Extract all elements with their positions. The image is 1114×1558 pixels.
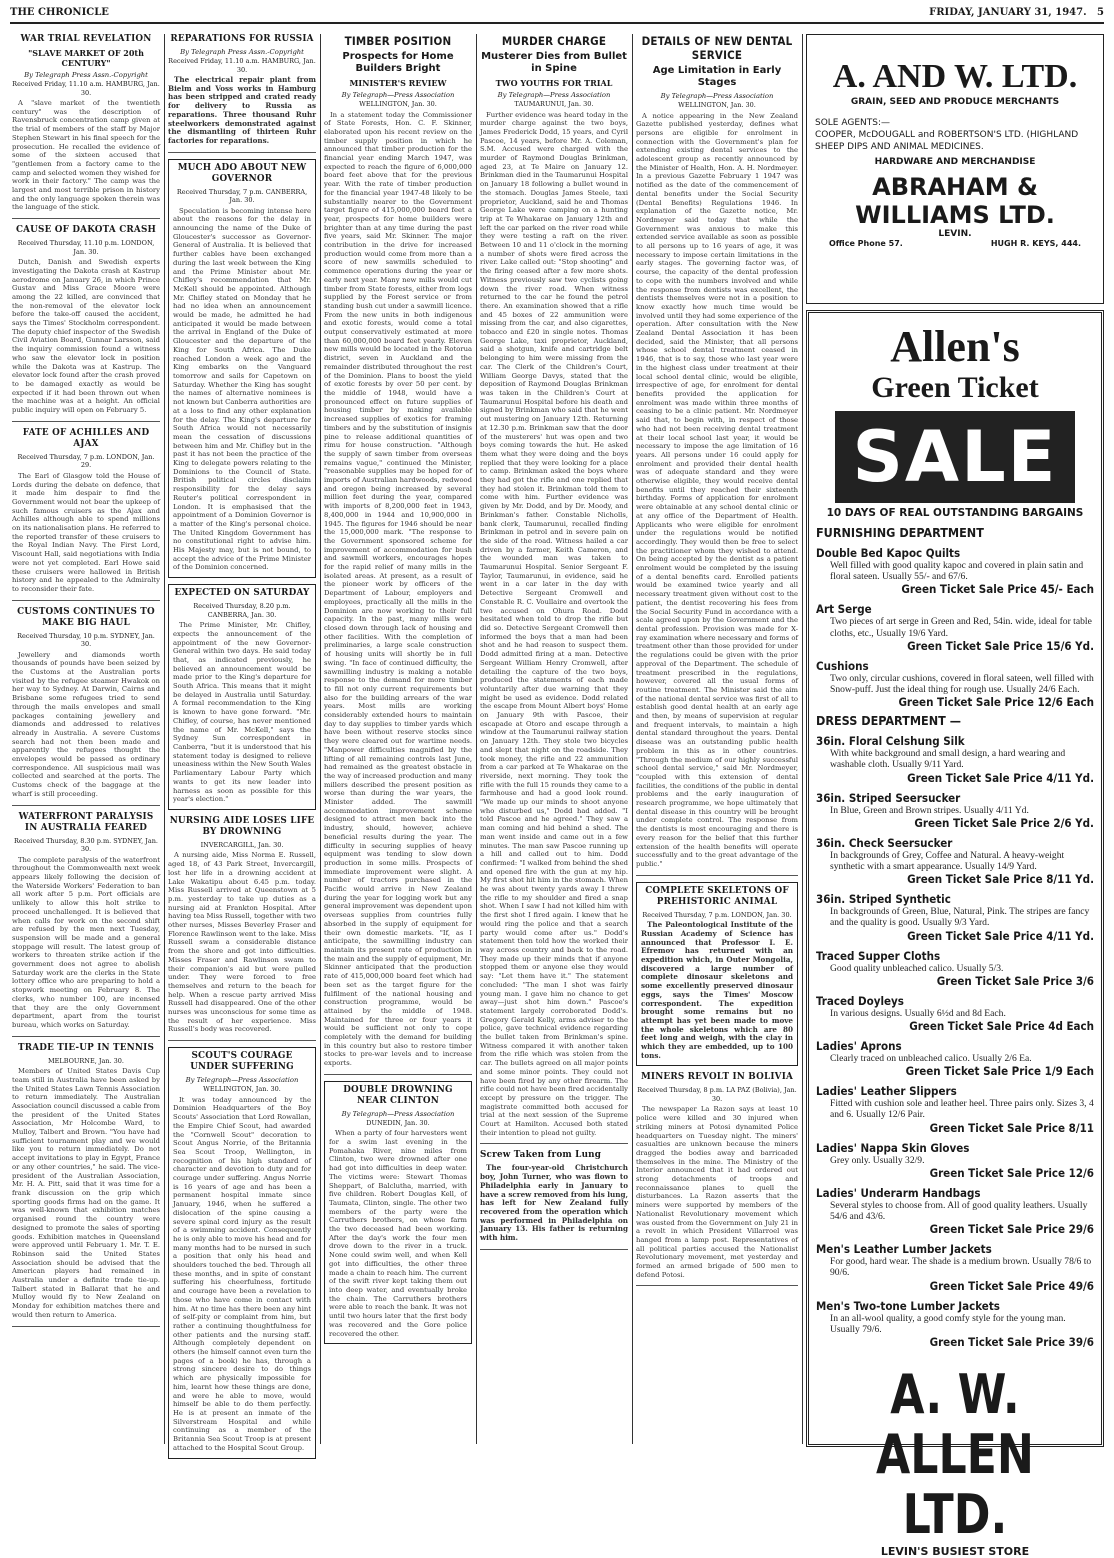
- article-dateline: Received Thursday, 7 p.m. LONDON, Jan. 30.: [642, 910, 792, 919]
- sale-item-name: Ladies' Nappa Skin Gloves: [816, 1140, 970, 1155]
- article: [12, 1043, 160, 1327]
- article-body: A nursing aide, Miss Norma E. Russell, aged 18, of 43 Park Street, Invercargill, lost her life in a drowning accident at Lake Wakatipu about 6.45 p.m. today. Miss Russell arrived at Queenstown at 5 p.m. yesterday to take up duties as a nursing aid at Frankton Hospital. After having tea Miss Russell, together with two other nurses, Misses Beverley Fraser and Florence Rawlinson went to the lake. Miss Russell swam a considerable distance from the shore and got into difficulties. Misses Fraser and Rawlinson swam to their companion's aid but were pulled under. They were forced to free themselves and return to the beach for help. When a rescue party arrived Miss Russell had disappeared. One of the other nurses was unconscious for some time as the result of her experience. Miss Russell's body was recovered.: [168, 851, 316, 1034]
- sale-item-price: Green Ticket Sale Price 4/11 Yd.: [907, 770, 1094, 785]
- article-headline: FATE OF ACHILLES AND AJAX: [22, 427, 150, 449]
- article-byline: By Telegraph—Press Association: [341, 1109, 455, 1118]
- sale-item-description: Fitted with cushion sole and leather heel. Three pairs only. Sizes 3, 4 and 6. Usually 12/6 Pair.: [830, 1098, 1094, 1121]
- sale-item-description: In an all-wool quality, a good comfy style for the young man. Usually 79/6.: [830, 1312, 1066, 1335]
- article-dateline: MELBOURNE, Jan. 30.: [47, 1056, 125, 1065]
- article: [12, 34, 160, 219]
- article-dateline: WELLINGTON, Jan. 30.: [359, 100, 437, 108]
- article-headline: TIMBER POSITION: [344, 34, 452, 48]
- sale-item-description: Two only, circular cushions, covered in floral sateen, well filled with Snow-puff. Just the ideal thing for rough use. Usually 24/6 Each.: [830, 672, 1094, 696]
- sale-item-name: 36in. Check Seersucker: [816, 835, 953, 850]
- article-dateline: WELLINGTON, Jan. 30.: [678, 101, 756, 109]
- article-body: The complete paralysis of the waterfront throughout the Commonwealth next week appears likely following the decision of the Waterside Workers' Federation to ban all work after 5 p.m. Port officials are unlikely to allow this holt strike to proceed unchallenged. It is believed that when calls for work on the second shift are refused by the men next Tuesday, suspension will be made and a general stoppage will result. The latest group of workers to threaten strike action if the government does not agree to abolish Saturday work are the clerks in the State lottery office who are preparing to hold a stopwork meeting on February 8. The clerks, who number 100, are incensed that they are the only Government department, apart from the tourist bureau, which works on Saturday.: [12, 855, 160, 1029]
- sale-item-name: 36in. Striped Seersucker: [816, 790, 961, 805]
- sale-item-name: 36in. Striped Synthetic: [816, 892, 951, 907]
- sale-item-name: Traced Supper Cloths: [816, 948, 941, 963]
- column-5: [636, 34, 798, 1444]
- sale-item-price: Green Ticket Sale Price 4d Each: [909, 1019, 1094, 1034]
- column-1: [12, 34, 160, 1444]
- article-dateline: INVERCARGILL, Jan. 30.: [200, 840, 284, 849]
- article-body: The newspaper La Razon says at least 10 police were killed and 30 injured when striking miners at Potosi dynamited Police headquarters on Tuesday night. The miners' casualties are unknown because the miners dragged the bodies away and barricaded themselves in the mine. The Ministry of the Interior announced that it had ordered out strong detachments of troops and reconnaissance planes to quell the disturbances. La Razon asserts that the miners were supported by members of the Nationalist Revolutionary movement which was ousted from the Government on July 21 in a revolt in which President Villarroel was hanged from a lamp post. Representatives of all political parties accused the Nationalist Revolutionary movement, met yesterday and formed an armed brigade of 500 men to defend Potosi.: [636, 1105, 798, 1279]
- sale-items: [816, 525, 1094, 1349]
- sale-item-description: With white background and small design, a hard wearing and washable cloth. Usually 9/11 Yard.: [830, 748, 1066, 771]
- article-body: The four-year-old Christchurch boy, John Turner, who was flown to Philadelphia early in January to have a screw removed from his lung, has left for New Zealand fully recovered from the operation which was performed in Philadelphia on January 13. His father is returning with him.: [480, 1163, 628, 1243]
- article-headline: WAR TRIAL REVELATION: [20, 34, 152, 44]
- sale-item-name: Ladies' Aprons: [816, 1039, 902, 1054]
- sale-item-description: Several styles to choose from. All of good quality leathers. Usually 54/6 and 43/6.: [830, 1199, 1088, 1223]
- article: [12, 812, 160, 1037]
- article-body: Dutch, Danish and Swedish experts investigating the Dakota crash at Kastrup aerodrome on January 26, in which Prince Gustav and Miss Grace Moore were among the 22 killed, are convinced that the non-removal of the elevator lock before the take-off caused the accident, says the Times' Stockholm correspondent. The deputy chief inspector of the Swedish Civil Aviation Board, Gunnar Larsson, said the inquiry commission found a witness who saw the elevator lock in position while the Dakota was at Kastrup. The elevator lock found after the crash proved to be damaged exactly as would be expected if it had been thrown out when the machine was at a height. An official public inquiry will open on February 5.: [12, 258, 160, 415]
- article-headline: MINERS REVOLT IN BOLIVIA: [640, 1072, 794, 1083]
- sale-item-name: Men's Two-tone Lumber Jackets: [816, 1298, 1000, 1313]
- sale-item-description: In backgrounds of Green, Blue, Natural, Pink. The stripes are fancy and the quality is good. Usually 9/3 Yard.: [830, 906, 1090, 929]
- article-body: The Earl of Glasgow told the House of Lords during the debate on defence, that it made him despair to find the Government would not bear the upkeep of such famous cruisers as the Ajax and Achilles although able to spend millions on its nationalisation plans. He referred to the reported transfer of these cruisers to the Royal Indian Navy. The First Lord, Viscount Hall, said negotiations with India were not yet completed. Earl Howe said these cruisers were hallowed in British history and he appealed to the Admiralty to reconsider their fate.: [12, 471, 160, 593]
- sale-item-name: Ladies' Leather Slippers: [816, 1084, 957, 1099]
- article-headline: DETAILS OF NEW DENTAL SERVICE: [641, 34, 793, 62]
- sale-item-description: Clearly traced on unbleached calico. Usually 2/6 Ea.: [830, 1053, 1032, 1065]
- department-heading: FURNISHING DEPARTMENT: [816, 525, 984, 540]
- article-headline: EXPECTED ON SATURDAY: [174, 588, 310, 599]
- sale-item-price: Green Ticket Sale Price 8/11: [929, 1120, 1094, 1135]
- article: [12, 607, 160, 806]
- issue-date: FRIDAY, JANUARY 31, 1947. 5: [929, 7, 1104, 18]
- article-headline: MUCH ADO ABOUT NEW GOVERNOR: [177, 162, 307, 184]
- article-subheadline: TWO YOUTHS FOR TRIAL: [495, 78, 613, 88]
- article: [324, 34, 472, 1075]
- article-byline: By Telegraph—Press Association: [497, 91, 611, 99]
- sale-item-price: Green Ticket Sale Price 29/6: [929, 1222, 1094, 1237]
- sale-item-price: Green Ticket Sale Price 49/6: [929, 1278, 1094, 1293]
- sale-item-description: Grey only. Usually 32/9.: [830, 1154, 925, 1166]
- article-byline: By Telegraph Press Assn.-Copyright: [180, 48, 304, 56]
- sale-item-name: Ladies' Underarm Handbags: [816, 1185, 981, 1200]
- sale-item-name: 36in. Floral Celshung Silk: [816, 734, 965, 749]
- sale-days: 10 DAYS OF REAL OUTSTANDING BARGAINS: [826, 507, 1084, 519]
- article-body: Jewellery and diamonds worth thousands of pounds have been seized by the Customs at the Australian ports visited by the refugee steamer Hwakok on her way to Sydney. At Darwin, Cairns and Brisbane some refugees tried to send through the mails envelopes and small packages containing jewellery and diamonds and addressed to relatives already in Australia. A severe Customs search had not then been made and apparently the refugees thought the envelopes would be passed as ordinary correspondence. All suspicious mail was collected and searched at the ports. The Customs check of the baggage at the wharf is still proceeding.: [12, 650, 160, 798]
- article: [168, 159, 316, 579]
- sale-item-price: Green Ticket Sale Price 3/6: [936, 973, 1094, 988]
- article: [12, 428, 160, 601]
- article-body: Speculation is becoming intense here about the reasons for the delay in announcing the name of the Duke of Gloucester's successor as Governor-General of Australia. It is believed that further cables have been exchanged during the last week between the King and the Prime Minister about Mr. Chifley's recommendation that Mr. McKell should be appointed. Although Mr. Chifley stated on Monday that he had no idea when an announcement would be made, he admitted he had anticipated it would be made between the arrival in England of the Duke of Gloucester and the departure of the King for South Africa. The Duke reached London a week ago and the King embarks on the Vanguard tomorrow and sails for Capetown on Saturday. Whether the King has sought the names of alternative nominees is not known but Canberra authorities are at a loss to find any other explanation for the delay. The King's departure for South Africa would not necessarily mean the cessation of discussions between him and Mr. Chifley but in the past it has not been the practice of the King to delegate powers relating to the Dominions to the Council of State. British political circles disclaim responsibility for the delay says Reuter's political correspondent in London. It is emphasised that the appointment of a Dominion Governor is a matter of the King's personal choice. The United Kingdom Government has no constitutional right to advise him. His Majesty may, but is not bound, to accept the advice of the Prime Minister of the Dominion concerned.: [173, 206, 311, 572]
- article-subheadline: Musterer Dies from Bullet in Spine: [481, 51, 627, 74]
- aw-agents: SOLE AGENTS:— COOPER, McDOUGALL and ROBERTSON'S LTD. (HIGHLAND SHEEP DIPS AND ANIMAL MEDICINES.: [815, 118, 1079, 152]
- sale-item-price: Green Ticket Sale Price 8/11 Yd.: [907, 872, 1094, 887]
- allens-name: Allen's: [890, 322, 1020, 371]
- article-dateline: Received Friday, 11.10 a.m. HAMBURG, Jan. 30.: [12, 80, 160, 97]
- article-headline: TRADE TIE-UP IN TENNIS: [17, 1042, 155, 1053]
- article-subheadline: Age Limitation in Early Stages: [652, 65, 782, 88]
- article-headline: SCOUT'S COURAGE UNDER SUFFERING: [190, 1051, 294, 1073]
- article-headline: REPARATIONS FOR RUSSIA: [170, 34, 314, 44]
- article-body: The Paleontological Institute of the Russian Academy of Science has announced that Professor I. E. Efremov has returned with an expedition which, in Outer Mongolia, discovered a large number of complete dinosaur skeletons and some excellently preserved dinosaur eggs, says the Times' Moscow correspondent. The expedition brought some remains but no attempt has yet been made to move the whole skeletons which are 80 feet long and weigh, with the clay in which they are embedded, up to 100 tons.: [641, 920, 793, 1060]
- article-dateline: Received Thursday, 8.20 p.m. CANBERRA, Jan. 30.: [193, 602, 291, 619]
- article-body: A notice appearing in the New Zealand Gazette published yesterday, defines what persons are eligible for enrolment in connection with the Government's plan for extending existing dental services to the adolescent group as recently announced by the Minister of Health, Hon. A. H. Nordmeyer. In a previous Gazette February 1 1947 was notified as the date of the commencement of dental benefits under the Social Security (Dental Benefits) Regulations 1946. In explanation of the Gazette notice, Mr. Nordmeyer said today that while the Government was anxious to make this extended service available as soon as possible to all persons up to 16 years of age, it was necessary to impose certain limitations in the early stages. The governing factor was, of course, the capacity of the dental profession to cope with the numbers involved and while the response from dentists was excellent, the dentists themselves were not in a position to know exactly how much time would be involved until they had some experience of the operation. After consultation with the New Zealand Dental Association it has been decided, said the Minister, that all persons whose school dental treatment ceased in 1946, that is to say, those who last year were in the highest class under treatment at their local school dental clinic, would be eligible, irrespective of age, for enrolment for dental benefits provided the application for enrolment was made within three months of ceasing to be a clinic patient. Mr. Nordmeyer said that, to begin with, in respect of those who had not been receiving dental treatment at their local school last year, it would be necessary to impose the age limitation of 16 years. All persons under 16 could apply for enrolment and provided their dental health was of adequate standard and they were otherwise eligible, they would receive dental benefits until they reached their sixteenth birthday. Forms of application for enrolment were obtainable at any school dental clinic or at any office of the Department of Health. Applicants who were eligible for enrolment under the regulations would be notified accordingly. They would then be free to select the practitioner whom they wished to attend. On being accepted by the dentist as a patient enrolment would be completed by the issuing of a dental benefits card. Enrolled patients would be examined twice yearly and all necessary treatment given without cost to the patient, the dentist recovering his fees from the Social Security Fund in accordance with a scale agreed upon by the Government and the dental profession. Provision was made for X-ray examination where necessary and forms of treatment other than those provided for under the regulations could be given with the prior approval of the Department. The schedule of treatment prescribed in the regulations, however, covered all the usual forms of routine treatment. The Minister said the aim of the national dental service was first of all to establish good dental health at an early age and then, by means of supervision at regular and frequent intervals, to maintain a high dental standard throughout the years. Dental disease was an outstanding public health problem in this as in other countries. "Through the medium of our highly successful school dental service," said Mr. Nordmeyer, "coupled with this extension of dental facilities, the conditions of the public in dental problems and the early inauguration of research programme, we hope ultimately that dental disease in this country will be brought under complete control. The response from the dentists is most encouraging and there is every reason for the belief that this further extension of the health benefits will operate successfully and to the great advantage of the public.": [636, 111, 798, 868]
- article: [480, 34, 628, 1144]
- article: [168, 34, 316, 153]
- aw-firm: ABRAHAM & WILLIAMS LTD.: [855, 173, 1055, 229]
- article: [480, 1150, 628, 1249]
- sale-item-description: In various designs. Usually 6½d and 8d Each.: [830, 1007, 1006, 1019]
- sale-item-description: In backgrounds of Grey, Coffee and Natural. A heavy-weight synthetic with a smart appearance. Usually 14/9 Yard.: [830, 849, 1065, 873]
- store-name: A. W. ALLEN LTD.: [875, 1363, 1035, 1547]
- article-subheadline: "SLAVE MARKET OF 20th CENTURY": [28, 48, 144, 68]
- article-dateline: Received Thursday, 7 p.m. CANBERRA, Jan. 30.: [176, 187, 308, 205]
- sale-item-description: Good quality unbleached calico. Usually 5/3.: [830, 962, 1004, 974]
- article-headline: CAUSE OF DAKOTA CRASH: [15, 225, 157, 236]
- article-dateline: WELLINGTON, Jan. 30.: [203, 1085, 281, 1094]
- article-body: When a party of four harvesters went for a swim last evening in the Pomahaka River, nine miles from Clinton, two were drowned after one had got into difficulties in deep water. The victims were: Stewart Thomas Sheppart, of Balclutha, married, with five children. Robert Douglas Kell, of Taumata, Clinton, single. The other two members of the party were the Carruthers brothers, on whose farm the two deceased had been working. After the day's work the four men drove down to the river in a truck. None could swim well, and when Kell got into difficulties, the other three made a chain to reach him. The current of the swift river kept taking them out into deep water, and eventually broke the chain. The Carruthers brothers were able to reach the bank. It was not until two hours later that the first body was recovered and the Gore police recovered the other.: [329, 1129, 467, 1338]
- article-dateline: Received Thursday, 8.30 p.m. SYDNEY, Jan. 30.: [14, 836, 158, 854]
- allens-sale-advert: [806, 310, 1104, 1558]
- article-dateline: DUNEDIN, Jan. 30.: [366, 1118, 430, 1127]
- article-body: Members of United States Davis Cup team still in Australia have been asked by the United States Lawn Tennis Association to return immediately. The Australian Association council discussed a cable from the president of the United States Association, Mr Holcombe Ward, to Mulloy, Talbert and Brown. "You have had sufficient tournament play and we would like you to return immediately. Do not accept invitations to play in Egypt, France or any other countries," he said. The vice-president of the Australian Association, Mr. H. A. Pitt, said that it was time for a frank discussion on the grip which sporting goods firms had on the game. It was well-known that exhibition matches organised round the country were designed to promote the sales of sporting goods. Exhibition matches in Queensland were approved until February 1. Mr. T. E. Robinson said the United States Association should be advised that the American players had remained in Australia under a definite trade tie-up. Talbert stated in Ballarat that he and Mulloy would fly to New Zealand on Monday for exhibition matches there and would then return to America.: [12, 1067, 160, 1319]
- paper-name: THE CHRONICLE: [10, 7, 109, 18]
- green-ticket-heading: Green Ticket: [871, 371, 1039, 404]
- article-headline: CUSTOMS CONTINUES TO MAKE BIG HAUL: [17, 606, 155, 628]
- article-headline: NURSING AIDE LOSES LIFE BY DROWNING: [169, 815, 315, 837]
- masthead: [10, 2, 1104, 24]
- article-headline: DOUBLE DROWNING NEAR CLINTON: [343, 1084, 453, 1106]
- aw-tagline: GRAIN, SEED AND PRODUCE MERCHANTS: [850, 97, 1060, 107]
- sale-item-description: Well filled with good quality kapoc and covered in plain satin and floral sateen. Usually 55/- and 67/6.: [830, 560, 1084, 583]
- article: [168, 584, 316, 810]
- sale-item-price: Green Ticket Sale Price 1/9 Each: [905, 1064, 1094, 1079]
- sale-item-description: In Blue, Green and Brown stripes. Usually 4/11 Yd.: [830, 804, 1029, 816]
- sale-item-description: Two pieces of art serge in Green and Red, 54in. wide, ideal for table cloths, etc., Usually 19/6 Yard.: [830, 616, 1092, 639]
- article-body: In a statement today the Commissioner of State Forests, Hon. C. F. Skinner, elaborated upon his recent review on the timber supply position in which he announced that timber production for the financial year ending March 1947, was expected to reach the figure of 6,000,000 board feet above that for the previous year. With the rate of timber production for the financial year 1947-48 likely to be substantially nearer to the Government target figure of 415,000,000 board feet a year, prospects for home builders were brighter than at any time during the past five years, said Mr. Skinner. The major contribution in the drive for increased production would come from more than a score of new sawmills scheduled to commence operations during the year or early next year. Many new mills would cut timber from State forests, either from logs supplied by the Forest service or from standing bush cut under a sawmill licence. From the new units in both indigenous and exotic forests, would come a total output conservatively estimated at more than 60,000,000 board feet yearly. Eleven new mills would be located in the Rotorua district, seven in Auckland and the remainder distributed throughout the rest of the Dominion. Plans to boost the yield of exotic forests by over 50 per cent. by the middle of 1948, would have a pronounced effect on future supplies of housing timber by making available increased supplies of exotics for framing timbers and by the substitution of insignis pine to release additional quantities of rimu for house construction. "Although the supply of sawn timber from overseas remains vague," continued the Minister, "reasonable supplies may be hoped for of imports of Australian hardwoods, redwood and oregon being increased by several million feet during the year, compared with imports of 8,200,000 feet in 1943, 8,400,000 in 1944 and 10,900,000 in 1945. The figures for 1946 should be near the 15,000,000 mark. "The response to the Government sponsored scheme for improvement of accommodation for bush and sawmill workers, encourages hopes for the rapid relief of many mills in the isolated areas. At present, as a result of the pioneer work by officers of the Department of Labour, employers and employees, practically all the mills in the Dominion are now working to their full capacity. In the past, many mills were closed down through lack of housing and other facilities. With the completion of preliminaries, a large scale construction of housing units will shortly be in full swing. "In face of continued difficulty, the sawmilling industry is making a notable response to the demand for more timber to fill not only current requirements but also for the building arrears of the war years. Most mills are working considerably extended hours to maintain day to day supplies to timber yards which have been without reserve stocks since they were cleared out for wartime needs. "Manpower difficulties magnified by the lifting of all remaining controls last June, had remained as the greatest obstacle in the way of increased production and many millers described the present position as worse than during the war years, the Minister added. The sawmill accommodation improvement scheme designed to attract men back into the industry, should, however, achieve beneficial results during the year. The difficulty in securing supplies of heavy equipment was tending to slow down production in some mills. Prospects of immediate improvement were slight. A number of tractors purchased in the Pacific would arrive in New Zealand during the year for logging work but any general improvement was dependent upon overseas supplies from countries fully absorbed in the supply of equipment for their own domestic markets. "If, as I anticipate, the sawmilling industry can maintain its present rate of production in the main and the supply of equipment, Mr. Skinner anticipated that the production rate of 415,000,000 board feet which had been set as the target figure for the fulfilment of the national housing and construction programme, would be attained by the middle of 1948. Maintained for three or four years it would be sufficient not only to cope completely with the demand for building in this country but also to restore timber stocks to pre-war levels and to increase exports.: [324, 110, 472, 1068]
- article-dateline: Received Thursday, 11.10 p.m. LONDON, Jan. 30.: [17, 239, 155, 256]
- article: [636, 882, 798, 1067]
- column-4: [480, 34, 628, 1444]
- abraham-williams-advert: [806, 34, 1104, 304]
- article-dateline: Received Thursday, 7 p.m. LONDON, Jan. 29.: [17, 452, 155, 470]
- sale-item-name: Traced Doyleys: [816, 993, 904, 1008]
- article-byline: By Telegraph—Press Association: [341, 91, 455, 99]
- aw-town: LEVIN.: [938, 229, 972, 239]
- sale-item-name: Double Bed Kapoc Quilts: [816, 546, 961, 560]
- article-body: It was today announced by the Dominion Headquarters of the Boy Scouts' Association that Lord Rowallan, the Empire Chief Scout, had awarded the "Cornwell Scout" decoration to Scout Angus Norrie, of the Britannia Sea Scout Troop, Wellington, in recognition of his high standard of character and devotion to duty and for courage under suffering. Angus Norrie is 16 years of age and has been a permanent hospital inmate since January, 1946, when he suffered a dislocation of the spine causing a severe spinal cord injury as the result of a swimming accident. Consequently he is only able to move his head and for many months had to be nursed in such a position that only his head and shoulders touched the bed. Through all these months, and in spite of constant suffering his cheerfulness, fortitude and courage have been a revelation to those who have come in contact with him. At no time has there been any hint of self-pity or complaint from him, but rather a continuing thoughtfulness for other patients and the nursing staff. Although completely dependent on others (he himself cannot even turn the pages of a book) he has, through a strong sincere desire to do things which are physically impossible for him, learnt how these things are done, and were he able to move, would himself be able to do them perfectly. He is at present an inmate of the Silverstream Hospital and while continuing as a member of the Britannia Sea Scout Troop is at present attached to the Hospital Scout Group.: [173, 1095, 311, 1452]
- sale-item-description: For good, hard wear. The shade is a medium brown. Usually 78/6 to 90/6.: [830, 1256, 1092, 1279]
- article-body: The Prime Minister, Mr. Chifley, expects the announcement of the appointment of the new Governor-General within two days. He said today that, as indicated previously, he believed an announcement would be made prior to the King's departure for South Africa. This means that it might be delayed in Australia until Saturday. A formal recommendation to the King is known to have gone forward. "Mr. Chifley, of course, has never mentioned the name of Mr. McKell," says the Sydney Sun correspondent in Canberra, "but it is understood that his statement today is designed to relieve uneasiness within the New South Wales Parliamentary Labour Party which wants to get its new leader into harness as soon as possible for this year's election.": [173, 621, 311, 804]
- sale-item-price: Green Ticket Sale Price 15/6 Yd.: [907, 638, 1094, 653]
- sale-item-price: Green Ticket Sale Price 45/- Each: [901, 582, 1094, 597]
- article: [12, 225, 160, 422]
- article: [168, 1047, 316, 1458]
- article-body: The electrical repair plant from Bielm and Voss works in Hamburg has been stripped and crated ready for delivery to Russia as reparations. Three thousand Ruhr steelworkers demonstrated against the dismantling of thirteen Ruhr factories for reparations.: [168, 75, 316, 145]
- department-heading: DRESS DEPARTMENT —: [816, 713, 961, 729]
- article: [324, 1081, 472, 1344]
- article-body: Further evidence was heard today in the murder charge against the two boys, James Frederick Dodd, 15 years, and Cyril Pascoe, 14 years, before Mr. A. Coleman, S.M. Accused were charged with the murder of Raymond Douglas Brinkman, aged 23, at Te Maire on January 12. Brinkman died in the Taumarunui Hospital on January 18 following a bullet wound in the stomach. Douglas James Steele, taxi proprietor, Auckland, said he and Thomas George Lake were camping on a hunting trip at Te Whakarae on January 12th and left the car parked on the river road while they were testing a raft on the river. Between 10 and 11 o'clock in the morning a number of shots were fired across the river. Lake called out: "Stop shooting" and the firing ceased after a few more shots. Witness previously saw two cyclists going down the river road. When witness returned to the car he found the petrol there. An examination showed that a rifle and 45 boxes of 22 ammunition were missing from the car, and also cigarettes, tobacco and £20 in single notes. Thomas George Lake, taxi proprietor, Auckland, said a shotgun, knife and cartridge belt belonging to him were missing from the car. The Clerk of the Children's Court, William George Davys, stated that the deposition of Raymond Douglas Brinkman was taken in the Children's Court at Taumarunui Hospital before his death and signed by Brinkman who said that he went out mustering on January 12th. Returning at 12.30 p.m. Brinkman saw that the door of the musterers' hut was open and two boys coming towards the hut. He asked them what they were doing and the boys replied that they were looking for a place to camp. Brinkman asked the boys where they had got the rifle and one replied that they had stolen it. Brinkman told them to come with him. Further evidence was given by Mr. Dodd, and by Dr. Moody, and Brinkman's father. Constable Nicholls, bank clerk, Taumarunui, recalled finding Brinkman in petrol and in severe pain on the side of the road. Witness hailed a car driven by a farmer, Keith Cameron, and the wounded man was taken to Taumarunui Hospital. Senior Sergeant F. Taylor, Taumarunui, in evidence, said he went in a car later in the day with Detective Sergeant Cromwell and Constable R. C. Voullaire and overtook the two accused on Ohura Road. Dodd hesitated when told to drop the rifle but did so. Detective Sergeant Cromwell then informed the boys that a man had been shot and he had reason to suspect them. Dodd admitted firing at a man. Detective Sergeant William Henry Cromwell, after detailing the capture of the two boys, produced the statements of each made voluntarily after due warning that they might be used as evidence. Dodd related the escape from Mount Albert boys' Home on January 9th with Pascoe, their escapade at Otoro and escape through a window at the Taumarunui railway station on January 12th. They stole two bicycles and slept that night on the roadside. They took money, the rifle and 22 ammunition from a car parked at Te Whakarae on the riverside, next morning. They took the rifle with the full 15 rounds they came to a farmhouse and had a good look round. "We made up our minds to shoot anyone who disturbed us," Dodd had added. "I told Pascoe and he agreed." They saw a man coming and hid behind a shed. The man went inside and came out in a few minutes. The man saw Pascoe running up a hill and called out to him. Dodd confirmed: "I walked from behind the shed and opened fire with the gun at my hip. My first shot hit him in the stomach. When he was about twenty yards away I threw the rifle to my shoulder and fired a snap shot. When I saw I had not killed him with the first shot I fired again. I knew that he would ring the police and that a search party would come after us." Dodd's statement then told how the worked their way across country and back to the road. They made up their minds that if anyone stopped them or anyone else they would say: "Let them have it." The statement concluded: "The man I shot was fairly young man. I gave him no chance to get away—just shot him down." Pascoe's statement largely corroborated Dodd's. Gregory Gerald Kelly, arms adviser to the police, gave technical evidence regarding the bullet taken from Brinkman's spine. Witness compared it with another taken from the rifle which was stolen from the car. The bullets agreed on all major points and some minor points. They could not have been fired by any other firearm. The rifle could not have been fired accidentally except by pressure on the trigger. The magistrate committed both accused for trial at the next session of the Supreme Court at Hamilton. Accused both stated their intention to plead not guilty.: [480, 110, 628, 1137]
- sale-item-price: Green Ticket Sale Price 12/6: [929, 1165, 1094, 1180]
- article-dateline: TAUMARUNUI, Jan. 30.: [514, 100, 594, 108]
- article-headline: WATERFRONT PARALYSIS IN AUSTRALIA FEARED: [18, 811, 154, 833]
- article-body: A "slave market of the twentieth century" was the description of Ravensbruck concentration camp given at the trial of members of the staff by Major Stephen Stewart in his final speech for the prosecution. He recalled the evidence of some of the sixteen accused that "gentlemen from a factory came to the camp and selected women they wished for work in their factory." The camp was the largest and most terrible prison in history and the only language spoken therein was the language of the stick.: [12, 99, 160, 212]
- article-dateline: Received Thursday, 10 p.m. SYDNEY, Jan. 30.: [17, 631, 155, 649]
- column-2: [168, 34, 316, 1452]
- article-byline: By Telegraph—Press Association: [185, 1076, 299, 1085]
- article: [636, 1072, 798, 1286]
- aw-contact: Office Phone 57. HUGH R. KEYS, 444.: [829, 239, 1081, 248]
- store-slogan: LEVIN'S BUSIEST STORE: [880, 1545, 1030, 1558]
- article-dateline: Received Friday, 11.10 a.m. HAMBURG, Jan. 30.: [168, 57, 316, 74]
- article-headline: Screw Taken from Lung: [480, 1150, 602, 1161]
- article-subheadline: Prospects for Home Builders Bright: [342, 51, 454, 74]
- sale-item-name: Art Serge: [816, 602, 872, 617]
- sale-item-price: Green Ticket Sale Price 12/6 Each: [898, 695, 1094, 710]
- article-headline: MURDER CHARGE: [501, 34, 607, 48]
- sale-banner: SALE: [835, 411, 1075, 503]
- sale-item-name: Cushions: [816, 658, 869, 673]
- article-dateline: Received Thursday, 8 p.m. LA PAZ (Bolivia), Jan. 30.: [637, 1086, 797, 1103]
- article: [636, 34, 798, 876]
- article-headline: COMPLETE SKELETONS OF PREHISTORIC ANIMAL: [645, 885, 789, 907]
- article-byline: By Telegraph—Press Association: [660, 92, 774, 100]
- article: [168, 816, 316, 1041]
- aw-line: HARDWARE AND MERCHANDISE: [874, 157, 1036, 167]
- article-subheadline: MINISTER'S REVIEW: [349, 78, 447, 88]
- sale-item-name: Men's Leather Lumber Jackets: [816, 1242, 992, 1257]
- sale-item-price: Green Ticket Sale Price 2/6 Yd.: [914, 815, 1094, 830]
- sale-item-price: Green Ticket Sale Price 39/6: [929, 1335, 1094, 1350]
- aw-title: A. AND W. LTD.: [832, 58, 1078, 95]
- article-byline: By Telegraph Press Assn.-Copyright: [24, 71, 148, 79]
- column-3: [324, 34, 472, 1444]
- sale-item-price: Green Ticket Sale Price 4/11 Yd.: [907, 928, 1094, 943]
